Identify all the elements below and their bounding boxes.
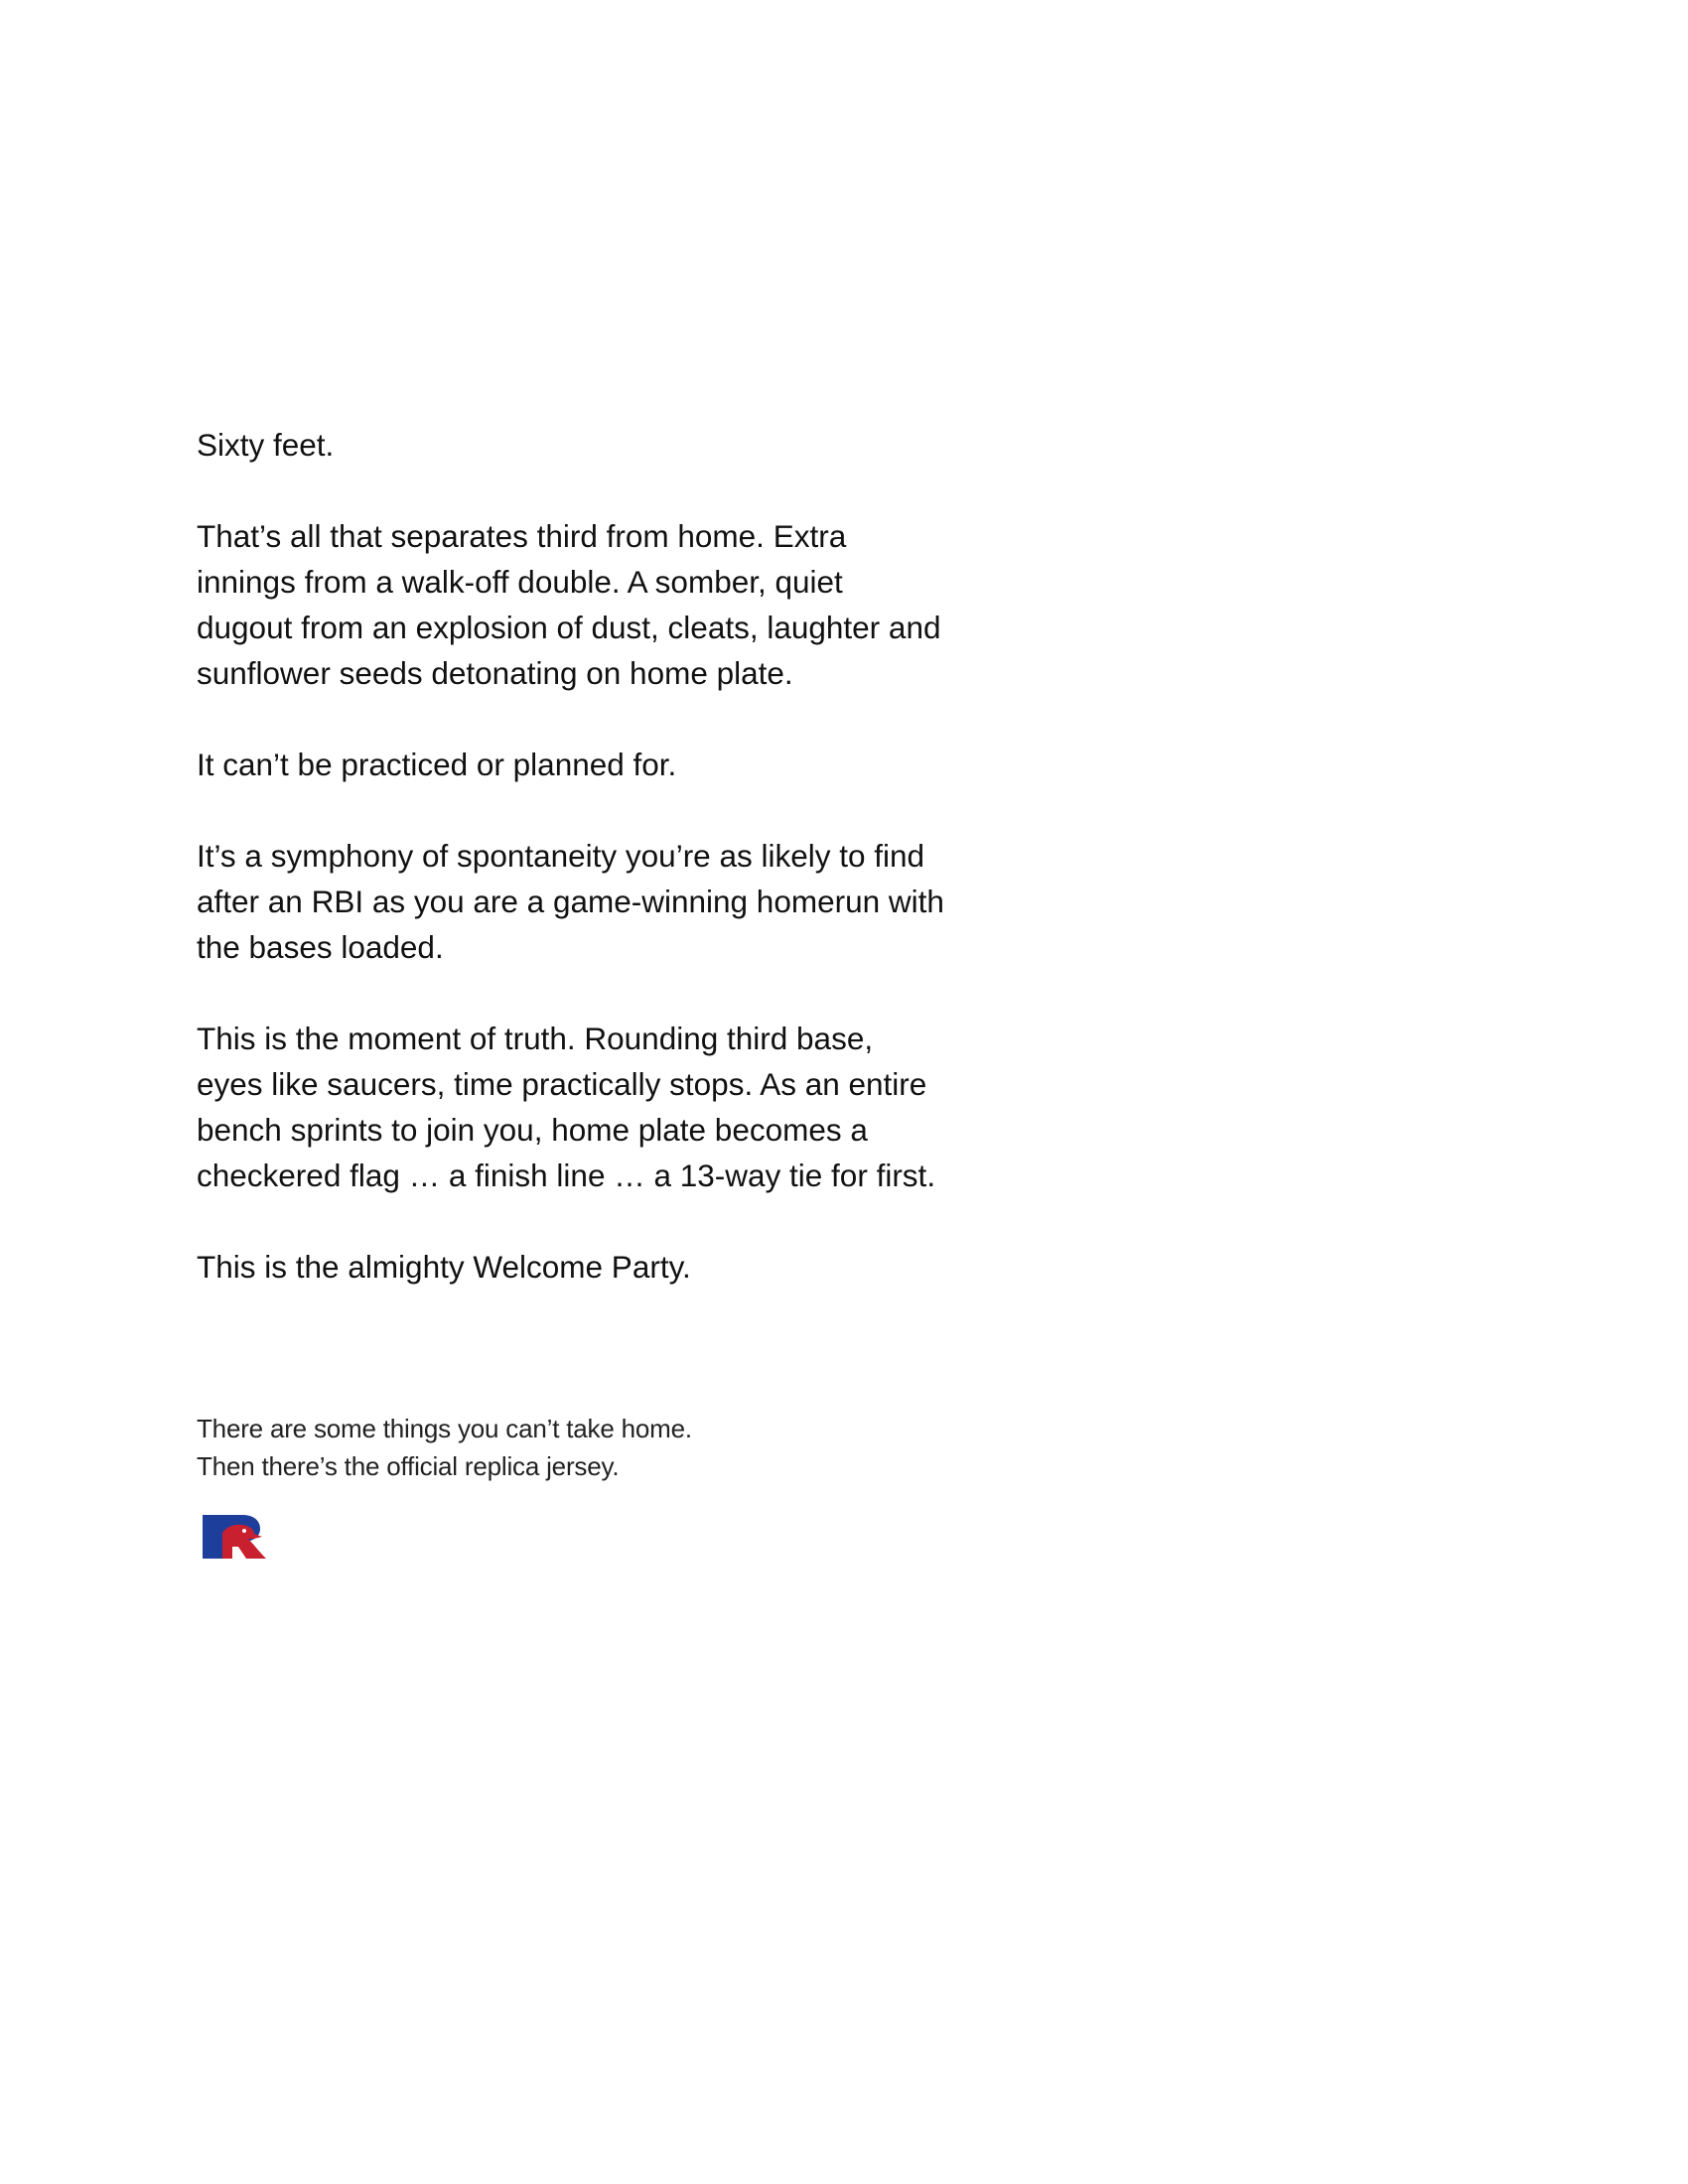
paragraph-line: Sixty feet. <box>197 427 335 463</box>
paragraph-line: eyes like saucers, time practically stops. As an entire <box>197 1066 927 1102</box>
paragraph-3 <box>197 742 1031 787</box>
tagline-line-2: Then there’s the official replica jersey. <box>197 1451 620 1481</box>
paragraph-line: This is the moment of truth. Rounding third base, <box>197 1021 874 1056</box>
paragraph-line: That’s all that separates third from home. Extra <box>197 518 847 554</box>
paragraph-line: It’s a symphony of spontaneity you’re as likely to find <box>197 838 925 874</box>
paragraph-line: This is the almighty Welcome Party. <box>197 1249 691 1285</box>
paragraph-line: It can’t be practiced or planned for. <box>197 747 677 782</box>
paragraph-line: innings from a walk-off double. A somber, quiet <box>197 564 843 600</box>
paragraph-line: checkered flag … a finish line … a 13-way tie for first. <box>197 1158 936 1193</box>
russell-athletic-logo-icon <box>203 1515 268 1559</box>
paragraph-1 <box>197 422 1031 468</box>
paragraph-6 <box>197 1244 1031 1290</box>
paragraph-line: dugout from an explosion of dust, cleats, laughter and <box>197 610 941 645</box>
tagline <box>197 1410 991 1485</box>
paragraph-line: after an RBI as you are a game-winning homerun with <box>197 884 944 919</box>
paragraph-5 <box>197 1016 1031 1198</box>
paragraph-line: the bases loaded. <box>197 929 444 965</box>
body-copy <box>197 422 1031 1290</box>
paragraph-2 <box>197 513 1031 696</box>
paragraph-line: sunflower seeds detonating on home plate. <box>197 655 793 691</box>
tagline-line-1: There are some things you can’t take home. <box>197 1414 692 1443</box>
paragraph-4 <box>197 833 1031 970</box>
paragraph-line: bench sprints to join you, home plate becomes a <box>197 1112 868 1148</box>
